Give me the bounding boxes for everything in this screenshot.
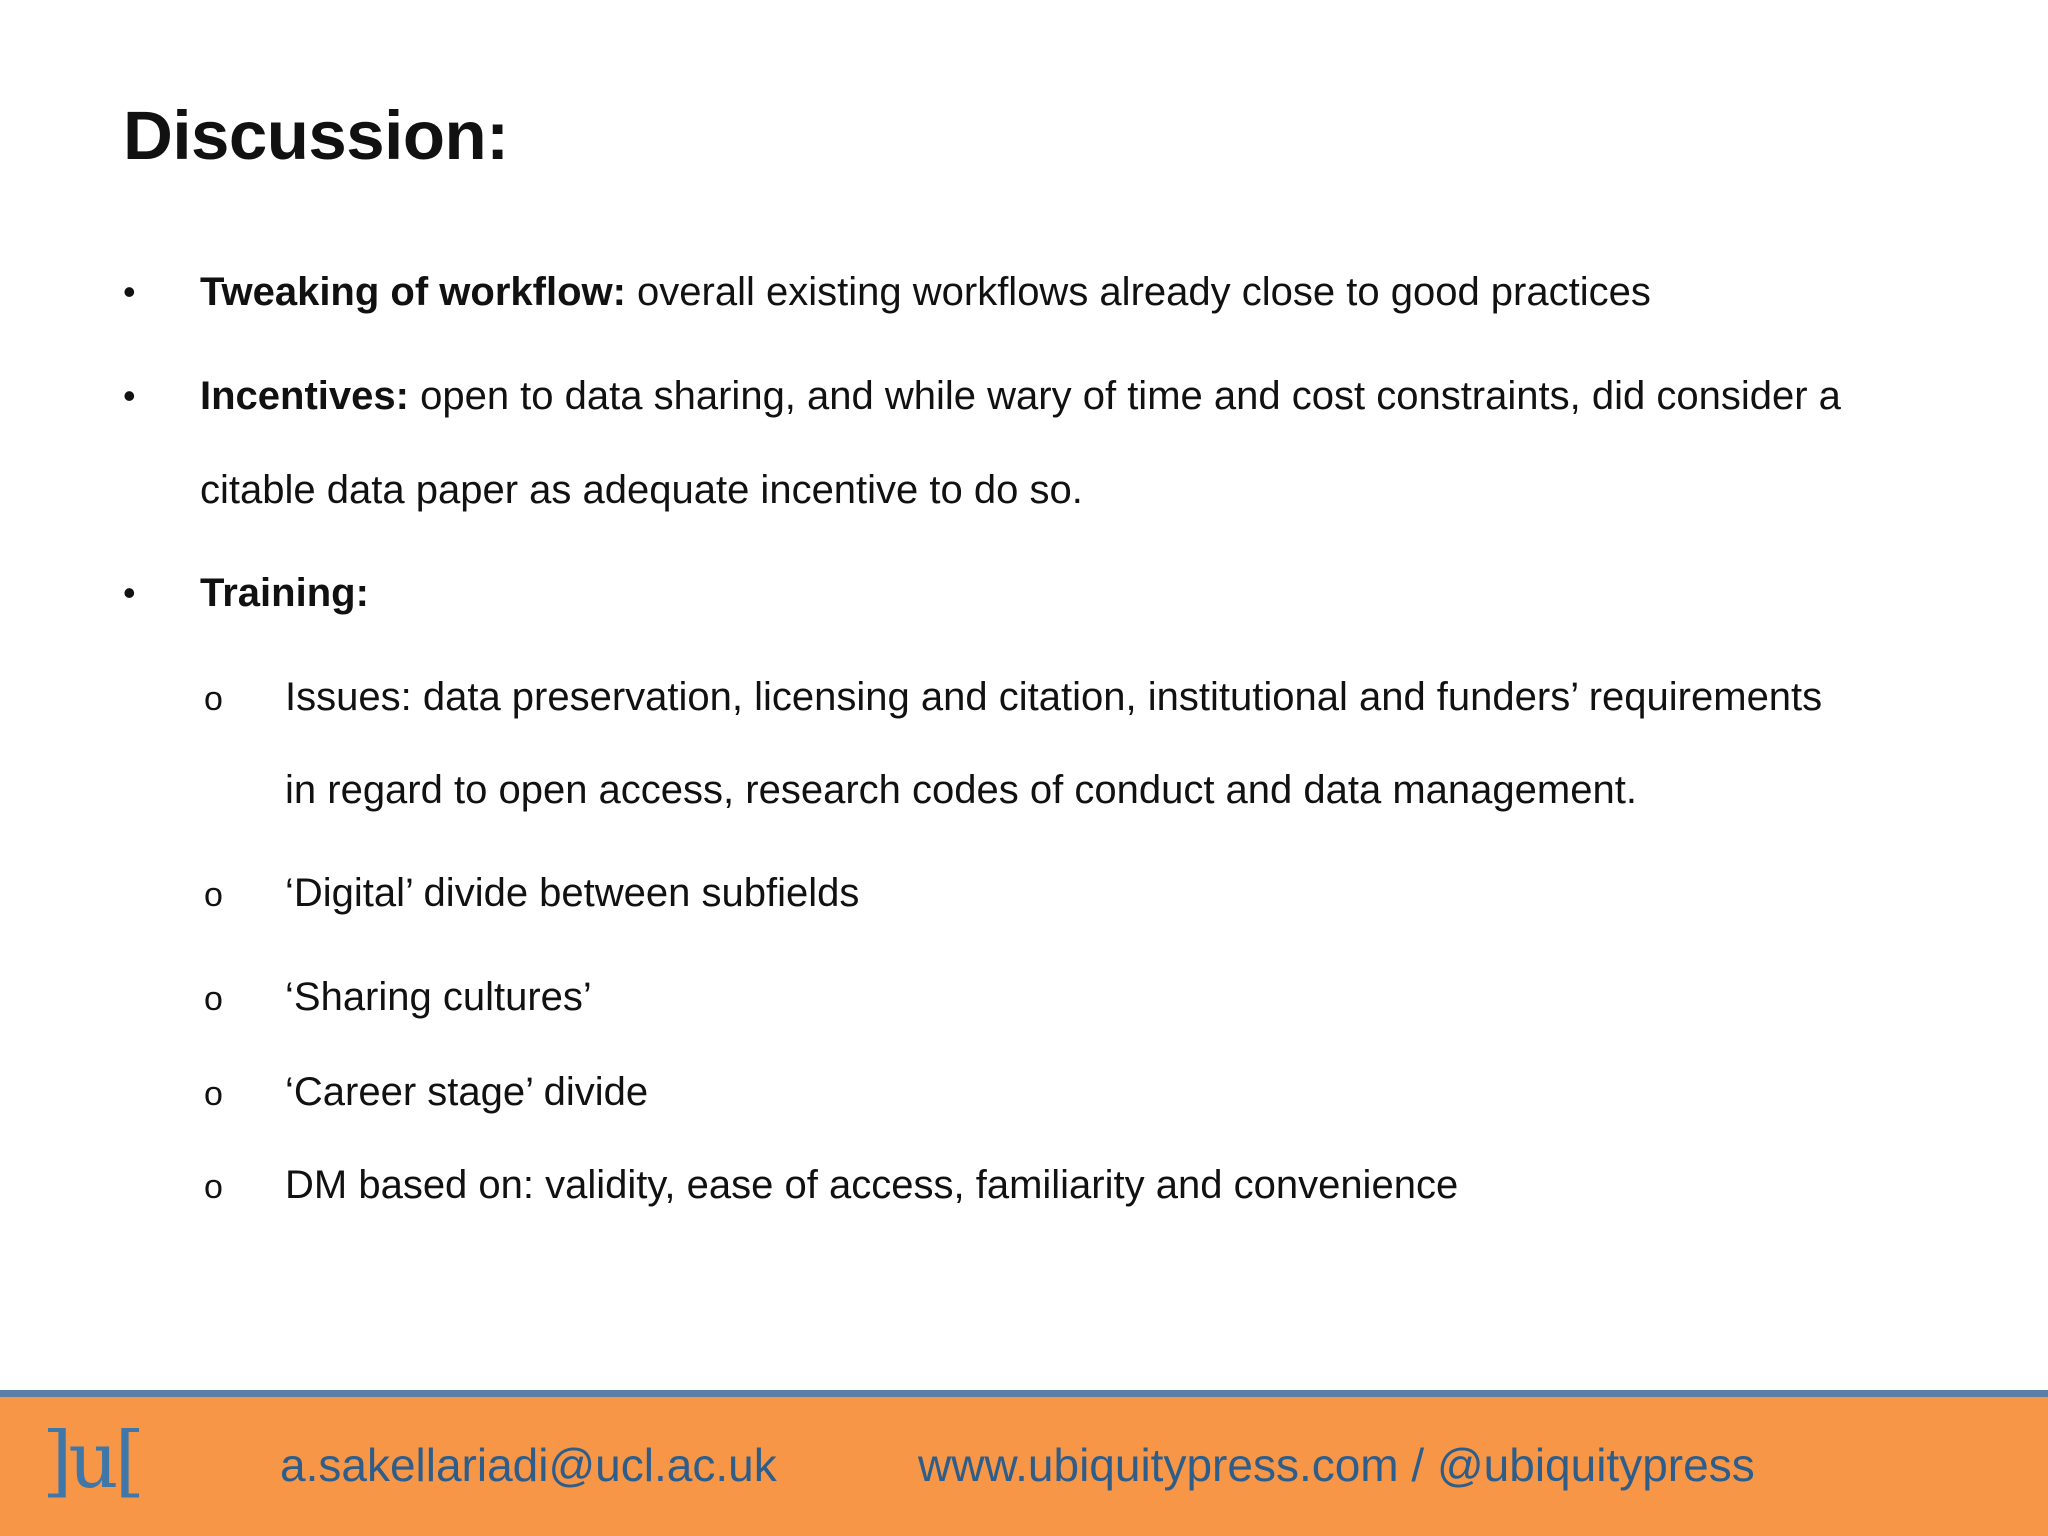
bullet-item-training: Training:: [200, 571, 369, 615]
bullet-continuation: citable data paper as adequate incentive to do so.: [200, 468, 1083, 512]
bullet-marker: •: [123, 375, 136, 416]
sub-bullet-marker: o: [204, 876, 223, 914]
sub-bullet-marker: o: [204, 980, 223, 1018]
slide-title: Discussion:: [123, 97, 509, 174]
sub-item-continuation: in regard to open access, research codes of conduct and data management.: [285, 768, 1637, 812]
bullet-item-workflow: [200, 272, 1651, 312]
footer-email: a.sakellariadi@ucl.ac.uk: [280, 1439, 777, 1491]
bullet-label: Tweaking of workflow:: [200, 270, 626, 314]
sub-item-career-stage: ‘Career stage’ divide: [285, 1070, 649, 1114]
sub-item-sharing-cultures: ‘Sharing cultures’: [285, 975, 592, 1019]
sub-item-digital-divide: ‘Digital’ divide between subfields: [285, 871, 860, 915]
footer-divider: [0, 1390, 2048, 1397]
bullet-text: overall existing workflows already close to good practices: [625, 270, 1651, 314]
sub-bullet-marker: o: [204, 680, 223, 718]
sub-bullet-marker: o: [204, 1075, 223, 1113]
bullet-marker: •: [123, 572, 136, 613]
sub-item-issues: Issues: data preservation, licensing and citation, institutional and funders’ requirements: [285, 675, 1823, 719]
sub-item-dm-based: DM based on: validity, ease of access, familiarity and convenience: [285, 1163, 1459, 1207]
ubiquity-logo: ]u[: [42, 1416, 142, 1506]
bullet-marker: •: [123, 271, 136, 312]
bullet-label: Incentives:: [200, 374, 409, 418]
sub-bullet-marker: o: [204, 1168, 223, 1206]
footer-website: www.ubiquitypress.com / @ubiquitypress: [918, 1439, 1755, 1491]
bullet-text: open to data sharing, and while wary of time and cost constraints, did consider a: [408, 374, 1841, 418]
bullet-item-incentives: [200, 376, 1841, 416]
